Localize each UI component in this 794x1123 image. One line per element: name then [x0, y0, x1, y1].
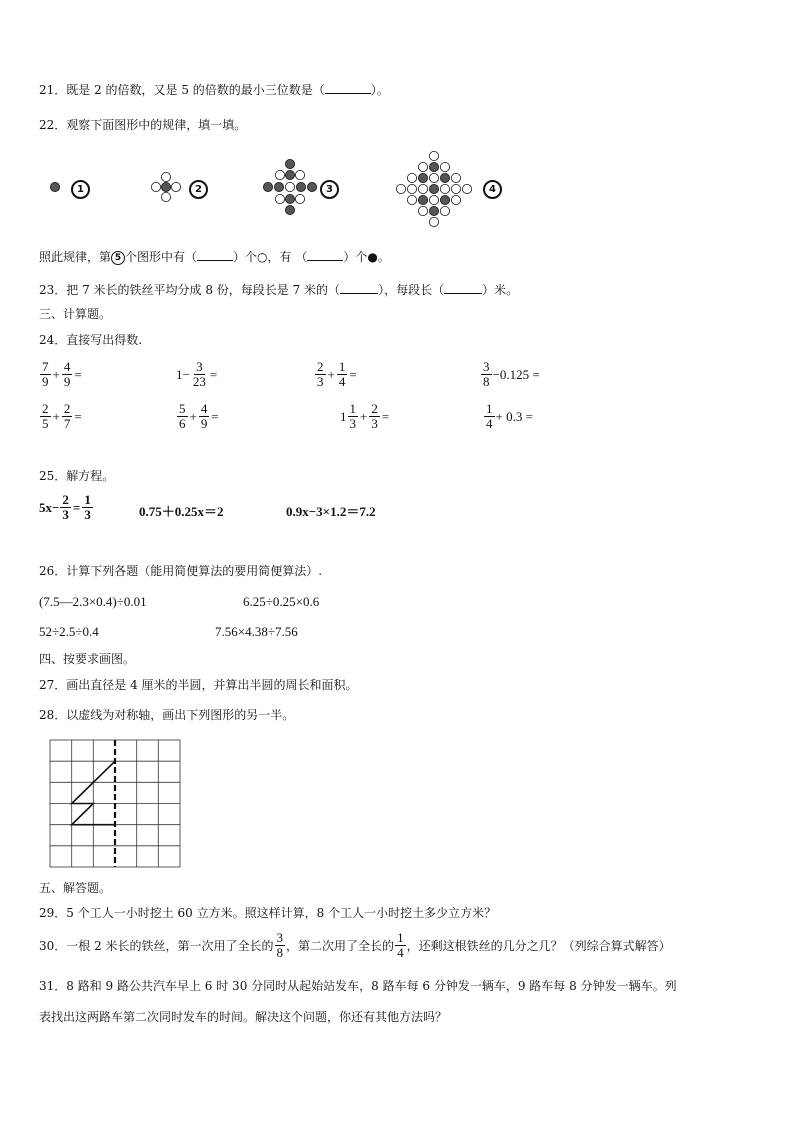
numerator: 2 [42, 401, 49, 416]
q22-text-a: 照此规律，第 [39, 250, 112, 264]
q22-text-b: 个图形中有（ [125, 250, 198, 264]
denominator: 3 [84, 507, 91, 522]
dot-empty [275, 170, 284, 179]
q31-line-2: 表找出这两路车第二次同时发车的时间。解决这个问题，你还有其他方法吗？ [39, 1010, 448, 1024]
numerator: 2 [371, 401, 378, 416]
dot-filled [285, 205, 294, 214]
whole-number: 1 [340, 408, 347, 424]
q21 [39, 82, 389, 98]
fraction [62, 360, 73, 389]
denominator: 3 [349, 416, 356, 431]
dot-empty [407, 184, 416, 193]
dot-filled [307, 182, 316, 191]
pattern-4 [396, 151, 471, 226]
prefix: 5x− [39, 499, 60, 515]
dot-filled [429, 206, 438, 215]
numerator: 1 [84, 492, 91, 507]
numerator: 2 [62, 492, 69, 507]
numerator: 1 [349, 401, 356, 416]
dot-empty [396, 184, 405, 193]
q26-expr-3: 52÷2.5÷0.4 [39, 624, 99, 639]
dot-empty [440, 206, 449, 215]
q23-text-c: ）米。 [482, 283, 519, 297]
pattern-1 [50, 182, 59, 191]
numerator: 4 [63, 359, 71, 374]
q26-expr-2: 6.25÷0.25×0.6 [243, 594, 320, 609]
denominator: 8 [276, 945, 284, 960]
q24-expr-6 [176, 402, 220, 431]
dot-empty [418, 206, 427, 215]
dot-empty [451, 173, 460, 182]
dot-filled [161, 182, 170, 191]
dot-empty [407, 173, 416, 182]
denominator: 3 [62, 507, 69, 522]
q23 [39, 282, 518, 298]
q23-text-a: 23．把 7 米长的铁丝平均分成 8 份，每段长是 7 米的（ [39, 283, 341, 297]
operator: + [327, 366, 335, 382]
q30 [39, 931, 671, 960]
numerator: 3 [196, 359, 203, 374]
denominator: 3 [317, 374, 324, 389]
q22-blank-1[interactable] [197, 260, 233, 261]
q25-equation-1 [39, 493, 94, 522]
fraction [62, 402, 73, 431]
dot-filled [429, 184, 438, 193]
q22-circled-5: 5 [111, 251, 125, 265]
dot-empty [407, 195, 416, 204]
fraction [395, 931, 406, 960]
numerator: 3 [483, 359, 490, 374]
denominator: 23 [192, 374, 206, 389]
prefix: 1− [176, 366, 190, 382]
q30-text-c: ，还剩这根铁丝的几分之几？（列综合算式解答） [406, 939, 671, 953]
dot-empty [440, 162, 449, 171]
dot-empty [275, 194, 284, 203]
denominator: 4 [338, 374, 346, 389]
denominator: 6 [179, 416, 186, 431]
q23-blank-1[interactable] [340, 293, 378, 294]
dot-filled [440, 195, 449, 204]
equals: = [349, 366, 357, 382]
pattern-3 [263, 159, 316, 214]
numerator: 4 [200, 401, 208, 416]
fraction [199, 402, 210, 431]
denominator: 4 [397, 945, 404, 960]
fraction [369, 402, 380, 431]
dot-filled [418, 195, 427, 204]
q22-text-d: ）个●。 [343, 250, 390, 264]
dot-empty [171, 182, 180, 191]
dot-filled [285, 159, 294, 168]
q24-expr-7 [340, 402, 390, 431]
fraction [484, 402, 495, 431]
dot-filled [440, 173, 449, 182]
q29: 29．5 个工人一小时挖土 60 立方米。照这样计算，8 个工人一小时挖土多少立方米？ [39, 906, 497, 920]
q25-equation-3: 0.9x−3×1.2＝7.2 [286, 504, 376, 519]
q24-expr-5 [39, 402, 83, 431]
q21-text: 21．既是 2 的倍数，又是 5 的倍数的最小三位数是（ [39, 83, 325, 97]
dot-empty [451, 195, 460, 204]
dot-filled [274, 182, 283, 191]
equals: = [74, 366, 82, 382]
numerator: 2 [63, 401, 71, 416]
q25-equation-2: 0.75＋0.25x＝2 [139, 504, 224, 519]
q21-blank[interactable] [325, 93, 371, 94]
q23-text-b: ），每段长（ [378, 283, 445, 297]
denominator: 7 [63, 416, 71, 431]
q28: 28．以虚线为对称轴，画出下列图形的另一半。 [39, 708, 295, 722]
fraction [82, 493, 93, 522]
q24-expr-1 [39, 360, 83, 389]
dot-filled [429, 162, 438, 171]
section-5-heading: 五、解答题。 [39, 881, 112, 895]
dot-empty [429, 173, 438, 182]
dot-empty [418, 184, 427, 193]
q23-blank-2[interactable] [444, 293, 482, 294]
q27: 27．画出直径是 4 厘米的半圆，并算出半圆的周长和面积。 [39, 678, 358, 692]
dot-empty [295, 194, 304, 203]
q22-text-c: ）个○，有 （ [233, 250, 308, 264]
q31-line-1: 31．8 路和 9 路公共汽车早上 6 时 30 分同时从起始站发车，8 路车每 6 分钟发一辆车，9 路车每 8 分钟发一辆车。列 [39, 979, 677, 993]
q30-text-b: ，第二次用了全长的 [286, 939, 395, 953]
dot-filled [418, 173, 427, 182]
denominator: 9 [63, 374, 71, 389]
suffix: −0.125 = [492, 366, 540, 382]
q26-title: 26．计算下列各题（能用简便算法的要用简便算法）. [39, 564, 323, 578]
dot-empty [451, 184, 460, 193]
numerator: 2 [317, 359, 324, 374]
numerator: 3 [276, 930, 284, 945]
dot-empty [161, 192, 170, 201]
suffix: + 0.3 = [495, 408, 533, 424]
dot-empty [161, 172, 170, 181]
equals: = [72, 499, 81, 515]
dot-empty [418, 162, 427, 171]
fraction [337, 360, 348, 389]
dot-filled [50, 182, 59, 191]
q26-expr-4: 7.56×4.38÷7.56 [215, 624, 298, 639]
q21-close: ）。 [370, 83, 389, 97]
operator: + [360, 408, 368, 424]
denominator: 8 [483, 374, 490, 389]
denominator: 5 [42, 416, 49, 431]
equals: = [381, 408, 390, 424]
denominator: 4 [486, 416, 493, 431]
equals: = [209, 366, 218, 382]
fraction [481, 360, 492, 389]
q24-title: 24．直接写出得数. [39, 333, 143, 347]
pattern-label-4: 4 [483, 180, 502, 199]
q26-expr-1: (7.5—2.3×0.4)÷0.01 [39, 594, 147, 609]
dot-empty [285, 182, 294, 191]
fraction [40, 360, 51, 389]
fraction [275, 931, 286, 960]
pattern-label-1: 1 [71, 180, 90, 199]
q22-question [39, 249, 390, 265]
pattern-2 [151, 172, 180, 201]
equals: = [211, 408, 219, 424]
dot-filled [285, 194, 294, 203]
pattern-label-3: 3 [320, 180, 339, 199]
q25-title: 25．解方程。 [39, 469, 115, 483]
numerator: 1 [397, 930, 404, 945]
denominator: 9 [42, 374, 49, 389]
dot-filled [263, 182, 272, 191]
dot-empty [429, 195, 438, 204]
dot-empty [151, 182, 160, 191]
q24-expr-8 [483, 402, 533, 431]
dot-empty [462, 184, 471, 193]
q24-expr-3 [314, 360, 358, 389]
fraction [60, 493, 71, 522]
q22-blank-2[interactable] [307, 260, 343, 261]
dot-empty [295, 170, 304, 179]
fraction [177, 402, 188, 431]
fraction [191, 360, 208, 389]
equals: = [74, 408, 82, 424]
operator: + [52, 408, 60, 424]
numerator: 1 [486, 401, 493, 416]
q24-expr-2 [176, 360, 218, 389]
q22-title: 22．观察下面图形中的规律，填一填。 [39, 118, 247, 132]
dot-filled [285, 170, 294, 179]
dot-empty [440, 184, 449, 193]
fraction [348, 402, 359, 431]
fraction [315, 360, 326, 389]
denominator: 9 [200, 416, 208, 431]
numerator: 1 [338, 359, 346, 374]
dot-filled [296, 182, 305, 191]
symmetry-grid[interactable] [48, 738, 188, 870]
operator: + [52, 366, 60, 382]
denominator: 3 [371, 416, 378, 431]
q22-dot-patterns [0, 140, 794, 240]
fraction [40, 402, 51, 431]
numerator: 5 [179, 401, 186, 416]
q24-expr-4 [480, 360, 540, 389]
section-4-heading: 四、按要求画图。 [39, 652, 136, 666]
dot-empty [429, 217, 438, 226]
q30-text-a: 30．一根 2 米长的铁丝，第一次用了全长的 [39, 939, 274, 953]
dot-empty [429, 151, 438, 160]
operator: + [189, 408, 197, 424]
pattern-label-2: 2 [189, 180, 208, 199]
numerator: 7 [42, 359, 49, 374]
section-3-heading: 三、计算题。 [39, 307, 112, 321]
